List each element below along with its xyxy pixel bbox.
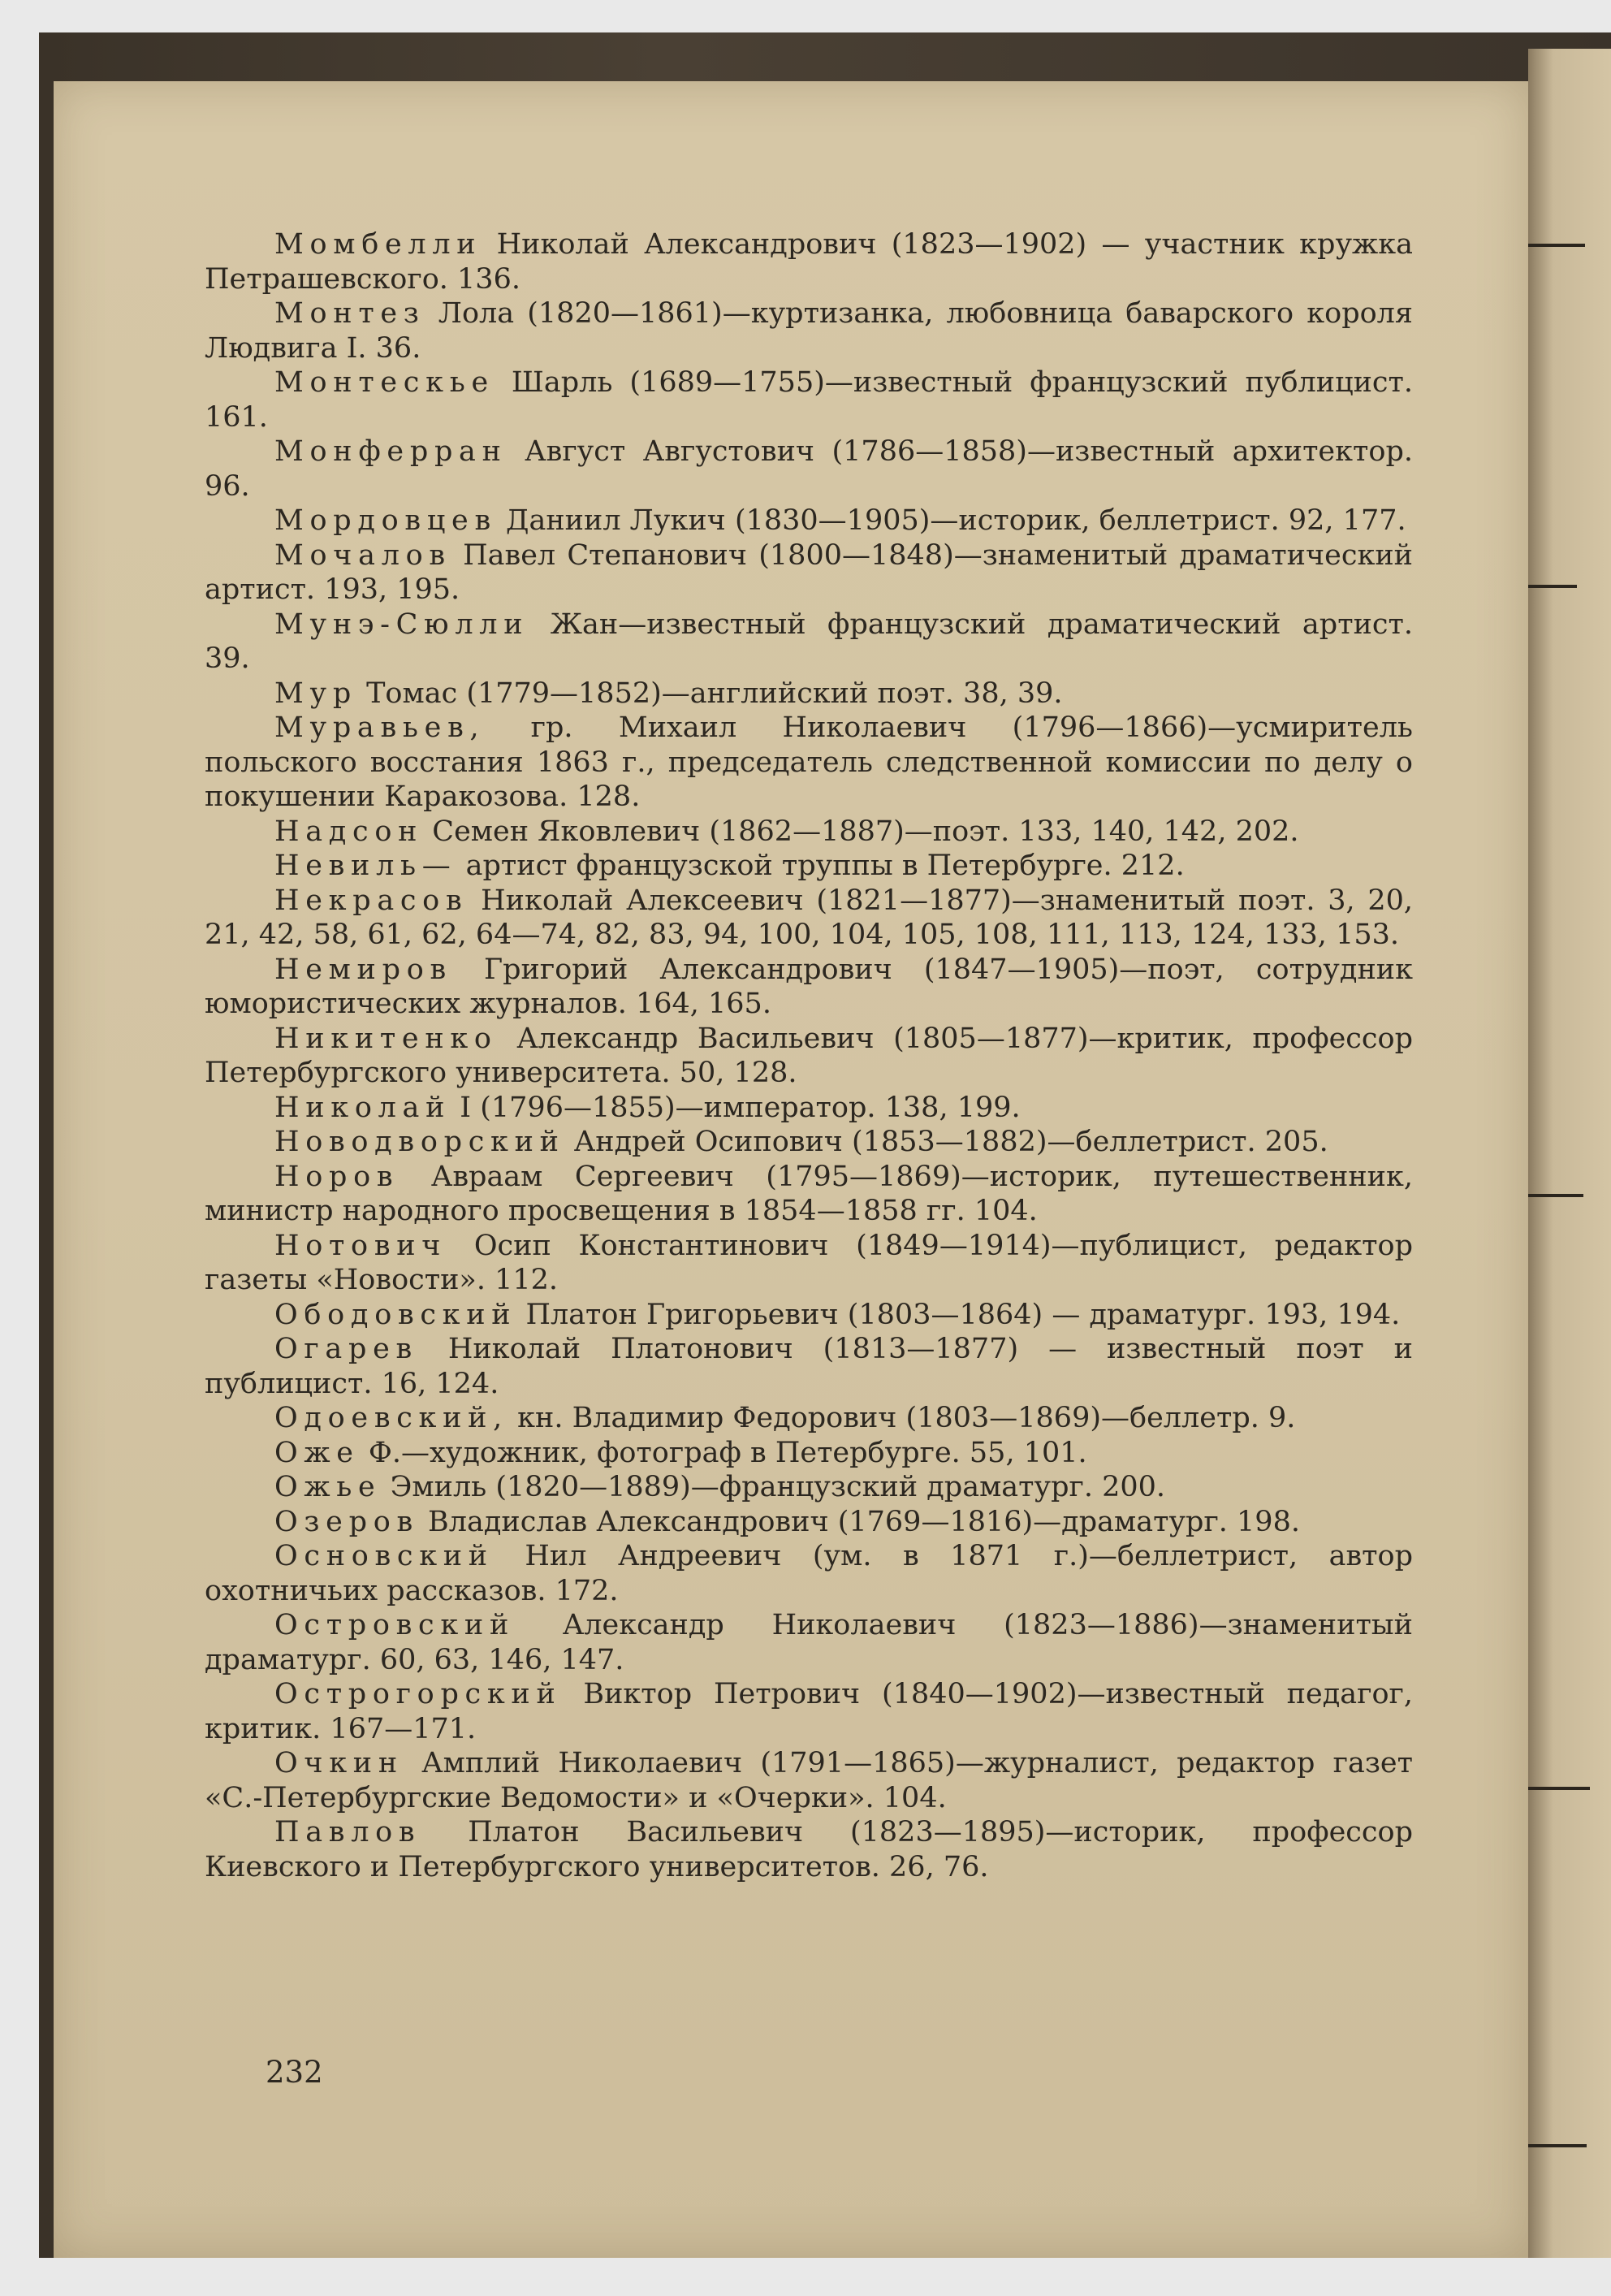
entry-name: Мур [274, 677, 357, 710]
index-entry [205, 711, 1413, 815]
entry-name: Новодворский [274, 1126, 565, 1158]
entry-name: Монтез [274, 297, 425, 330]
entry-text: Август Августович (1786—1858)—известный архитектор. 96. [205, 435, 1413, 503]
index-entry [205, 1505, 1413, 1540]
entry-text: Николай Алексеевич (1821—1877)—знаменитый поэт. 3, 20, 21, 42, 58, 61, 62, 64—74, 82, 83, 94, 100, 104, 105, 108, 111, 113, 124, 133, 153. [205, 884, 1413, 951]
index-entry [205, 1677, 1413, 1746]
entry-name: Ожe [274, 1436, 360, 1469]
entry-text: Александр Николаевич (1823—1886)—знаменитый драматург. 60, 63, 146, 147. [205, 1609, 1413, 1676]
edge-mark [1528, 1194, 1583, 1197]
index-entry [205, 1401, 1413, 1436]
index-entry [205, 538, 1413, 608]
entry-name: Некрасов [274, 884, 469, 917]
entry-name: Момбелли [274, 228, 482, 261]
index-entry [205, 435, 1413, 504]
entry-name: Одоевский, [274, 1402, 508, 1434]
index-entry [205, 1022, 1413, 1091]
entry-text: Жан—известный французский драматический артист. 39. [205, 608, 1413, 675]
index-entry [205, 608, 1413, 677]
entry-name: Мордовцев [274, 504, 497, 537]
index-entry [205, 815, 1413, 850]
edge-mark [1528, 1787, 1590, 1790]
index-entry [205, 1229, 1413, 1298]
entry-text: Виктор Петрович (1840—1902)—известный педагог, критик. 167—171. [205, 1678, 1413, 1745]
entry-name: Невиль— [274, 850, 457, 882]
entry-text: кн. Владимир Федорович (1803—1869)—беллетр. 9. [517, 1402, 1296, 1434]
next-page-edge [1528, 49, 1611, 2258]
entry-text: Семен Яковлевич (1862—1887)—поэт. 133, 140, 142, 202. [432, 815, 1299, 848]
index-entry [205, 296, 1413, 365]
edge-mark [1528, 585, 1577, 588]
entry-text: Александр Васильевич (1805—1877)—критик, профессор Петербургского университета. 50, 128. [205, 1022, 1413, 1089]
index-entry [205, 1436, 1413, 1471]
entry-name: Норов [274, 1160, 400, 1193]
edge-mark [1528, 244, 1585, 247]
entry-text: Нил Андреевич (ум. в 1871 г.)—беллетрист, автор охотничьих рассказов. 172. [205, 1540, 1413, 1607]
entry-text: Григорий Александрович (1847—1905)—поэт, сотрудник юмористических журналов. 164, 165. [205, 953, 1413, 1020]
index-entry [205, 1815, 1413, 1884]
index-entry [205, 1470, 1413, 1505]
entry-name: Николай [274, 1091, 451, 1124]
entry-name: Ожье [274, 1471, 382, 1503]
entry-text: Ф.—художник, фотограф в Петербурге. 55, 101. [368, 1436, 1087, 1469]
entry-text: Осип Константинович (1849—1914)—публицист, редактор газеты «Новости». 112. [205, 1229, 1413, 1296]
index-entry [205, 1160, 1413, 1229]
entry-text: Лола (1820—1861)—куртизанка, любовница баварского короля Людвига I. 36. [205, 297, 1413, 365]
entry-text: Владислав Александрович (1769—1816)—драматург. 198. [428, 1505, 1300, 1538]
index-entry [205, 1746, 1413, 1815]
entry-name: Немиров [274, 953, 452, 986]
index-entry [205, 1091, 1413, 1126]
entry-text: Платон Васильевич (1823—1895)—историк, профессор Киевского и Петербургского университетов. 26, 76. [205, 1816, 1413, 1883]
index-entry [205, 677, 1413, 711]
entry-text: Даниил Лукич (1830—1905)—историк, беллетрист. 92, 177. [506, 504, 1406, 537]
entry-name: Павлов [274, 1816, 421, 1848]
index-entry [205, 227, 1413, 296]
entry-text: Эмиль (1820—1889)—французский драматург. 200. [390, 1471, 1166, 1503]
index-entries [205, 227, 1413, 1884]
index-entry [205, 884, 1413, 953]
index-entry [205, 1298, 1413, 1333]
entry-name: Озеров [274, 1505, 419, 1538]
index-entry [205, 953, 1413, 1022]
entry-name: Острогорский [274, 1678, 562, 1710]
index-entry [205, 849, 1413, 884]
entry-name: Ободовский [274, 1298, 517, 1331]
entry-text: Шарль (1689—1755)—известный французский публицист. 161. [205, 366, 1413, 434]
entry-text: I (1796—1855)—император. 138, 199. [460, 1091, 1021, 1124]
entry-text: Авраам Сергеевич (1795—1869)—историк, путешественник, министр народного просвещения в 1854—1858 гг. 104. [205, 1160, 1413, 1227]
entry-name: Монферран [274, 435, 507, 468]
entry-text: Амплий Николаевич (1791—1865)—журналист, редактор газет «С.-Петербургские Ведомости» и «Очерки». 104. [205, 1747, 1413, 1814]
index-entry [205, 1332, 1413, 1401]
entry-name: Огарев [274, 1333, 418, 1365]
entry-text: артист французской труппы в Петербурге. 212. [465, 850, 1185, 882]
entry-name: Основский [274, 1540, 494, 1572]
page-number: 232 [266, 2055, 323, 2090]
entry-text: Андрей Осипович (1853—1882)—беллетрист. 205. [573, 1126, 1328, 1158]
entry-text: Николай Александрович (1823—1902) — участник кружка Петрашевского. 136. [205, 228, 1413, 296]
entry-text: гр. Михаил Николаевич (1796—1866)—усмиритель польского восстания 1863 г., председатель следственной комиссии по делу о покушении Каракозова. 128. [205, 711, 1413, 813]
edge-mark [1528, 2144, 1587, 2147]
entry-name: Никитенко [274, 1022, 498, 1055]
index-entry [205, 1125, 1413, 1160]
entry-name: Нотович [274, 1229, 447, 1262]
entry-text: Николай Платонович (1813—1877) — известный поэт и публицист. 16, 124. [205, 1333, 1413, 1400]
entry-text: Томас (1779—1852)—английский поэт. 38, 39. [366, 677, 1063, 710]
index-entry [205, 1608, 1413, 1677]
index-entry [205, 504, 1413, 538]
entry-name: Очкин [274, 1747, 404, 1779]
entry-name: Муравьев, [274, 711, 486, 744]
index-entry [205, 1539, 1413, 1608]
entry-text: Платон Григорьевич (1803—1864) — драматург. 193, 194. [525, 1298, 1401, 1331]
index-entry [205, 365, 1413, 435]
entry-name: Монтескье [274, 366, 495, 399]
entry-name: Островский [274, 1609, 515, 1641]
entry-text: Павел Степанович (1800—1848)—знаменитый драматический артист. 193, 195. [205, 538, 1413, 606]
entry-name: Мунэ-Сюлли [274, 608, 529, 641]
entry-name: Мочалов [274, 538, 451, 572]
entry-name: Надсон [274, 815, 424, 848]
